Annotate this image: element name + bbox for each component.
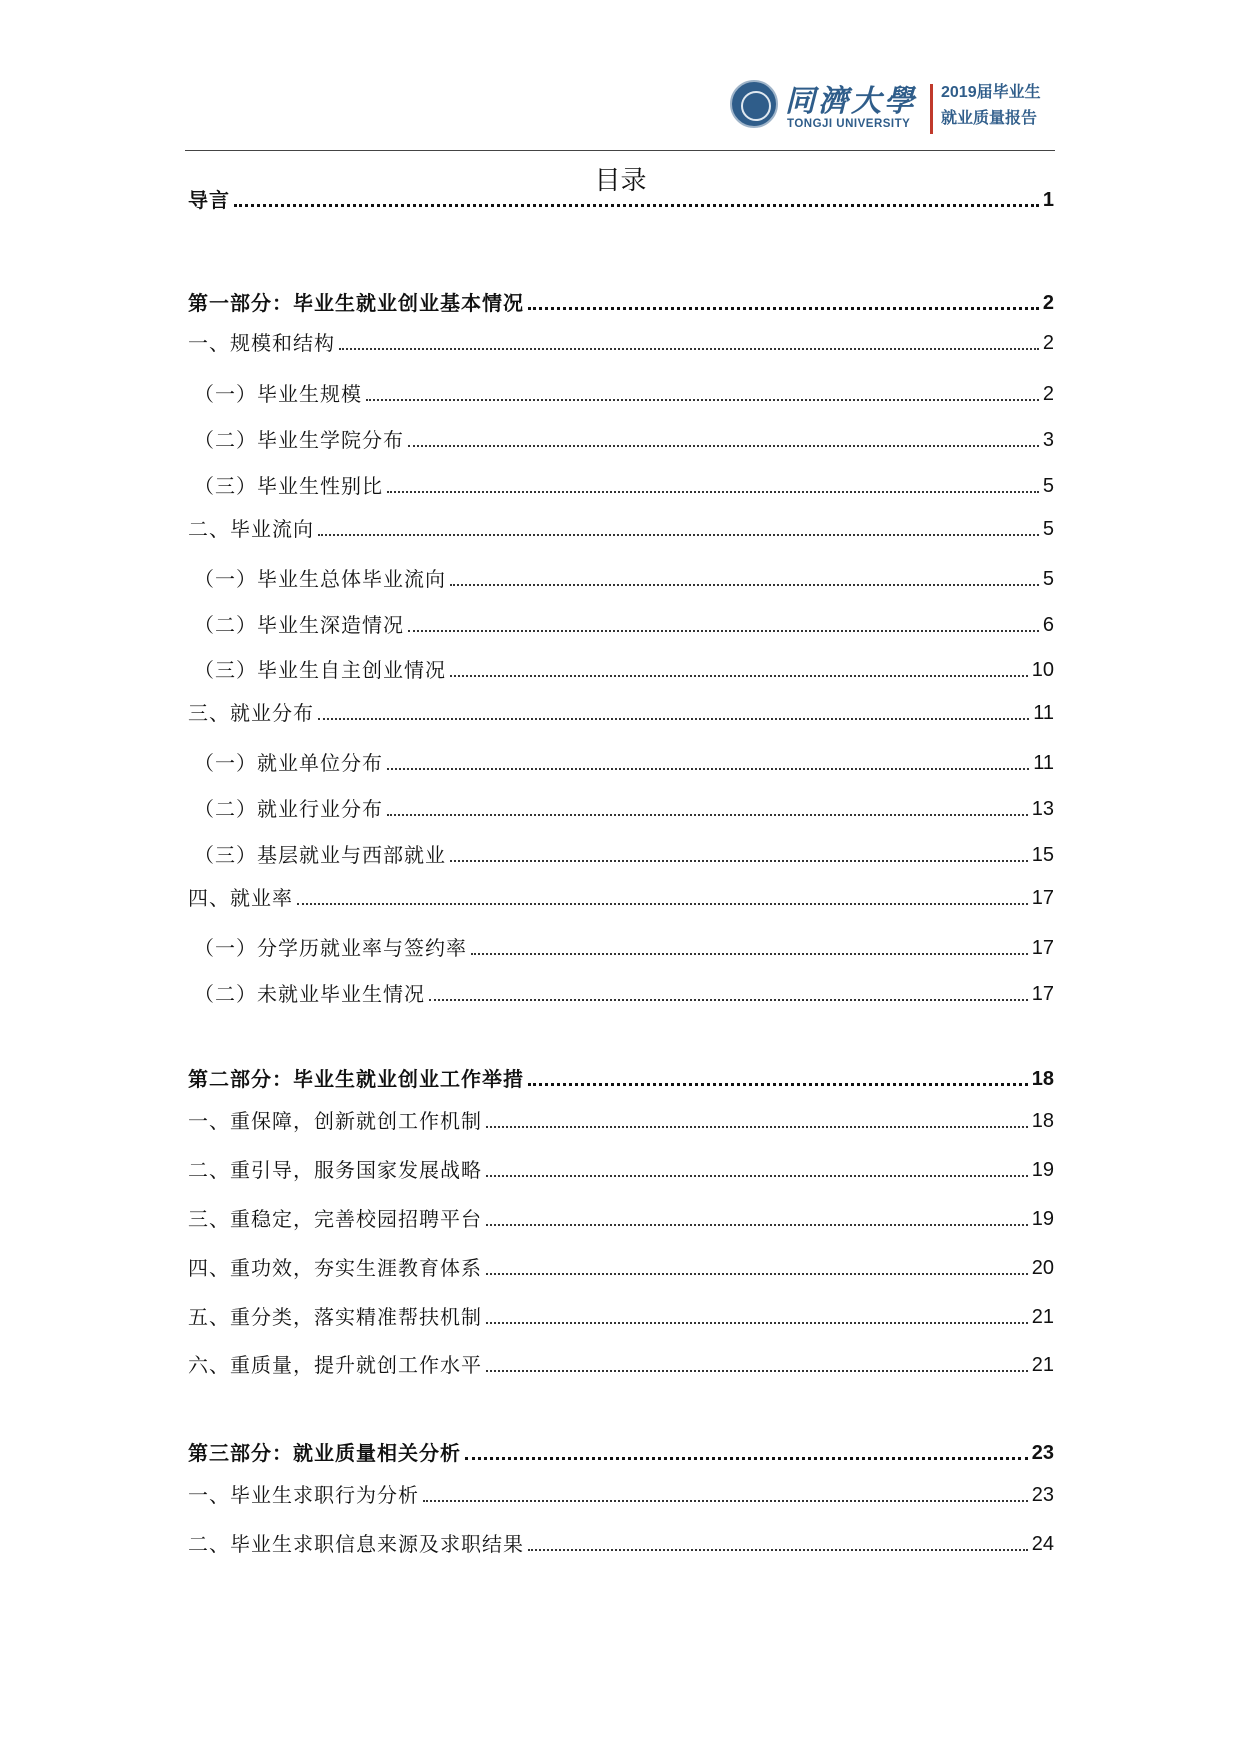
toc-entry-label: （二）就业行业分布 [194,797,383,821]
toc-entry-label: （三）基层就业与西部就业 [194,843,446,867]
dot-leader [297,903,1028,905]
dot-leader [318,534,1039,536]
toc-entry-label: 一、毕业生求职行为分析 [188,1483,419,1507]
toc-entry-page: 21 [1031,1354,1054,1376]
toc-entry-subsection[interactable] [188,471,1054,501]
toc-entry-subsection[interactable] [188,610,1054,640]
toc-entry-page: 17 [1031,887,1054,909]
toc-entry-label: （一）毕业生总体毕业流向 [194,567,446,591]
toc-entry-section[interactable] [188,1302,1054,1332]
toc-entry-subsection[interactable] [188,794,1054,824]
dot-leader [318,718,1029,720]
toc-entry-label: 五、重分类，落实精准帮扶机制 [188,1305,482,1329]
dot-leader [429,999,1028,1001]
toc-entry-subsection[interactable] [188,933,1054,963]
dot-leader [234,204,1039,207]
toc-entry-label: （二）毕业生深造情况 [194,613,404,637]
toc-entry-label: （二）毕业生学院分布 [194,428,404,452]
toc-entry-section[interactable] [188,1529,1054,1559]
dot-leader [486,1273,1028,1275]
toc-entry-label: 第二部分：毕业生就业创业工作举措 [188,1067,524,1091]
dot-leader [387,814,1028,816]
dot-leader [366,399,1039,401]
toc-entry-label: 二、毕业流向 [188,517,314,541]
dot-leader [450,584,1039,586]
toc-entry-page: 5 [1042,475,1054,497]
dot-leader [471,953,1028,955]
toc-entry-label: 四、重功效，夯实生涯教育体系 [188,1256,482,1280]
toc-entry-subsection[interactable] [188,748,1054,778]
toc-entry-page: 19 [1031,1159,1054,1181]
page-header [185,80,1055,151]
toc-entry-subsection[interactable] [188,379,1054,409]
toc-entry-page: 17 [1031,983,1054,1005]
toc-entry-page: 3 [1042,429,1054,451]
toc-entry-label: 一、重保障，创新就创工作机制 [188,1109,482,1133]
toc-entry-section[interactable] [188,1350,1054,1380]
dot-leader [339,348,1039,350]
toc-entry-subsection[interactable] [188,840,1054,870]
header-divider [930,84,933,134]
toc-entry-label: （一）就业单位分布 [194,751,383,775]
toc-entry-label: （一）分学历就业率与签约率 [194,936,467,960]
toc-entry-label: （二）未就业毕业生情况 [194,982,425,1006]
toc-entry-section[interactable] [188,1480,1054,1510]
toc-entry-label: （一）毕业生规模 [194,382,362,406]
toc-entry-page: 19 [1031,1208,1054,1230]
toc-entry-section[interactable] [188,1204,1054,1234]
toc-entry-subsection[interactable] [188,655,1054,685]
toc-entry-section[interactable] [188,514,1054,544]
toc-entry-section[interactable] [188,1253,1054,1283]
dot-leader [423,1500,1028,1502]
toc-entry-label: 第三部分：就业质量相关分析 [188,1441,461,1465]
toc-entry-subsection[interactable] [188,979,1054,1009]
dot-leader [486,1175,1028,1177]
toc-entry-label: 二、重引导，服务国家发展战略 [188,1158,482,1182]
toc-entry-subsection[interactable] [188,425,1054,455]
report-title-line2: 就业质量报告 [941,110,1038,127]
toc-entry-part-3[interactable] [188,1438,1054,1468]
dot-leader [387,491,1039,493]
toc-entry-page: 1 [1042,189,1054,211]
university-name-cn: 同濟大學 [785,84,917,119]
toc-title: 目录 [594,166,647,196]
dot-leader [450,675,1028,677]
toc-entry-page: 23 [1031,1442,1054,1464]
toc-entry-page: 10 [1031,659,1054,681]
toc-entry-page: 17 [1031,937,1054,959]
dot-leader [450,860,1028,862]
university-name-en: TONGJI UNIVERSITY [787,118,911,130]
dot-leader [486,1370,1028,1372]
toc-entry-page: 24 [1031,1533,1054,1555]
toc-entry-section[interactable] [188,1106,1054,1136]
toc-entry-label: （三）毕业生性别比 [194,474,383,498]
toc-entry-page: 15 [1031,844,1054,866]
toc-entry-page: 23 [1031,1484,1054,1506]
toc-entry-page: 13 [1031,798,1054,820]
toc-entry-section[interactable] [188,883,1054,913]
dot-leader [387,768,1029,770]
toc-entry-section[interactable] [188,328,1054,358]
toc-entry-part-2[interactable] [188,1064,1054,1094]
toc-entry-page: 18 [1031,1068,1054,1090]
toc-entry-label: 二、毕业生求职信息来源及求职结果 [188,1532,524,1556]
toc-entry-page: 11 [1033,752,1054,774]
toc-entry-label: 三、重稳定，完善校园招聘平台 [188,1207,482,1231]
toc-entry-page: 6 [1042,614,1054,636]
report-title [941,80,1041,132]
toc-entry-label: 导言 [188,188,230,212]
dot-leader [408,630,1039,632]
dot-leader [465,1457,1028,1460]
toc-entry-part-1[interactable] [188,288,1054,318]
dot-leader [486,1322,1028,1324]
toc-entry-label: （三）毕业生自主创业情况 [194,658,446,682]
toc-entry-section[interactable] [188,1155,1054,1185]
toc-entry-label: 三、就业分布 [188,701,314,725]
dot-leader [528,1549,1028,1551]
dot-leader [528,307,1039,310]
toc-entry-page: 11 [1033,702,1054,724]
dot-leader [486,1224,1028,1226]
toc-entry-page: 5 [1042,518,1054,540]
dot-leader [528,1083,1028,1086]
toc-entry-page: 2 [1042,332,1054,354]
dot-leader [486,1126,1028,1128]
toc-entry-label: 六、重质量，提升就创工作水平 [188,1353,482,1377]
toc-entry-label: 一、规模和结构 [188,331,335,355]
dot-leader [408,445,1039,447]
toc-entry-section[interactable] [188,698,1054,728]
toc-entry-label: 四、就业率 [188,886,293,910]
report-title-line1: 2019届毕业生 [941,84,1041,101]
university-seal-icon [730,80,778,128]
toc-entry-intro[interactable] [188,185,1054,215]
toc-entry-page: 5 [1042,568,1054,590]
toc-entry-page: 2 [1042,383,1054,405]
toc-entry-page: 2 [1042,292,1054,314]
toc-entry-subsection[interactable] [188,564,1054,594]
toc-entry-page: 18 [1031,1110,1054,1132]
toc-entry-label: 第一部分：毕业生就业创业基本情况 [188,291,524,315]
toc-entry-page: 20 [1031,1257,1054,1279]
toc-entry-page: 21 [1031,1306,1054,1328]
